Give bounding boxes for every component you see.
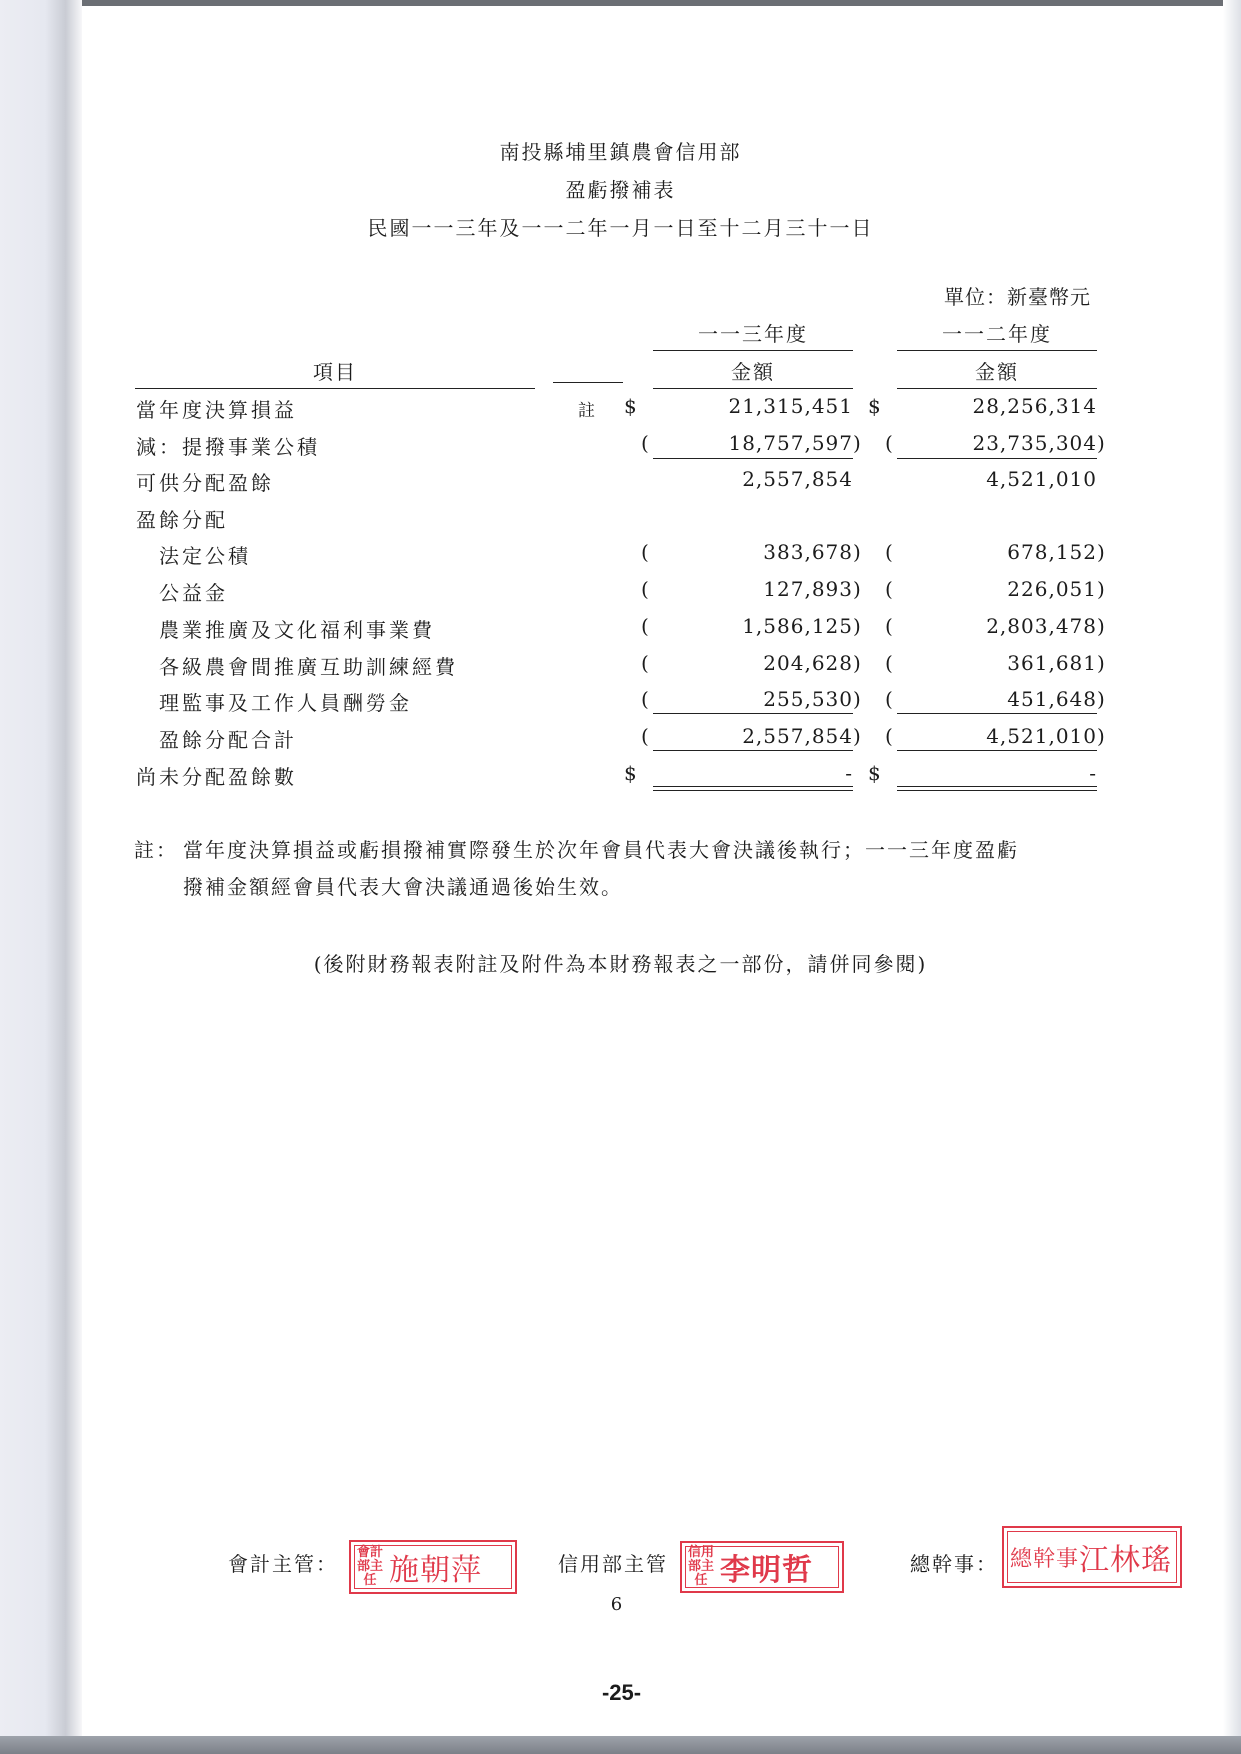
close-paren: ): [853, 614, 861, 638]
column-year1-label: 一一三年度: [698, 322, 808, 346]
amount-year2: 361,681: [1007, 651, 1097, 675]
double-rule-year1: [653, 786, 853, 791]
column-year1-underline: [653, 350, 853, 351]
close-paren: ): [853, 724, 861, 748]
close-paren: ): [1097, 724, 1105, 748]
open-paren: (: [641, 614, 649, 638]
credit-seal: [680, 1541, 844, 1593]
amount-year1: 1,586,125: [742, 614, 853, 638]
amount-year2: 451,648: [1007, 687, 1097, 711]
open-paren: (: [641, 687, 649, 711]
column-year2-underline: [897, 350, 1097, 351]
row-label: 可供分配盈餘: [136, 471, 274, 495]
note-line-1: 當年度決算損益或虧損撥補實際發生於次年會員代表大會決議後執行；一一三年度盈虧: [183, 838, 1019, 862]
amount-year1: -: [845, 761, 853, 785]
amount-year1: 2,557,854: [742, 724, 853, 748]
footer-note: (後附財務報表附註及附件為本財務報表之一部份，請併同參閱): [313, 952, 928, 976]
row-label: 理監事及工作人員酬勞金: [159, 691, 412, 715]
note-line-2: 撥補金額經會員代表大會決議通過後始生效。: [183, 875, 623, 899]
row-label: 減：提撥事業公積: [136, 435, 320, 459]
amount-header-year1: [653, 356, 853, 385]
amount-year1: 21,315,451: [728, 394, 853, 418]
amount-year2: 23,735,304: [972, 431, 1097, 455]
column-year2-label: 一一二年度: [942, 322, 1052, 346]
open-paren: (: [641, 577, 649, 601]
amount-year2: 226,051: [1007, 577, 1097, 601]
open-paren: (: [641, 540, 649, 564]
binding-shadow: [0, 0, 82, 1754]
open-paren: (: [885, 651, 893, 675]
subtotal-rule-year1: [653, 458, 853, 459]
amount-header-year2-underline: [897, 388, 1097, 389]
statement-period: 民國一一三年及一一二年一月一日至十二月三十一日: [367, 216, 874, 240]
close-paren: ): [1097, 614, 1105, 638]
page-number: 6: [610, 1594, 625, 1615]
dollar-sign: $: [868, 394, 881, 418]
row-label: 法定公積: [159, 544, 251, 568]
document-page-number: -25-: [601, 1680, 642, 1705]
credit-seal-title: 信用部主任: [687, 1545, 714, 1588]
amount-header-year1-label: 金額: [731, 360, 775, 384]
dollar-sign: $: [624, 761, 637, 785]
dollar-sign: $: [868, 761, 881, 785]
open-paren: (: [885, 687, 893, 711]
amount-year1: 255,530: [763, 687, 853, 711]
dollar-sign: $: [624, 394, 637, 418]
accounting-seal-name: 施朝萍: [389, 1553, 482, 1588]
note-prefix: 註：: [134, 838, 178, 862]
open-paren: (: [641, 431, 649, 455]
close-paren: ): [1097, 540, 1105, 564]
close-paren: ): [853, 431, 861, 455]
general-manager-seal-title: 總幹事: [1010, 1546, 1080, 1572]
item-header-underline: [135, 388, 535, 389]
general-manager-seal: [1002, 1526, 1182, 1588]
item-header: [135, 356, 535, 385]
subtotal-rule-year2: [897, 713, 1097, 714]
credit-manager-label: 信用部主管: [558, 1552, 668, 1576]
row-label: 農業推廣及文化福利事業費: [159, 618, 435, 642]
amount-year2: 2,803,478: [986, 614, 1097, 638]
total-rule-year2: [897, 750, 1097, 751]
row-label: 當年度決算損益: [136, 398, 297, 422]
close-paren: ): [853, 651, 861, 675]
amount-header-year2: [897, 356, 1097, 385]
total-rule-year1: [653, 750, 853, 751]
close-paren: ): [1097, 577, 1105, 601]
amount-header-year2-label: 金額: [975, 360, 1019, 384]
close-paren: ): [853, 540, 861, 564]
org-name: 南投縣埔里鎮農會信用部: [499, 140, 742, 164]
close-paren: ): [1097, 687, 1105, 711]
amount-year2: 4,521,010: [986, 467, 1097, 491]
row-label: 公益金: [159, 581, 228, 605]
accounting-manager-label: 會計主管：: [228, 1552, 338, 1576]
open-paren: (: [885, 724, 893, 748]
amount-year2: 28,256,314: [972, 394, 1097, 418]
scan-top-edge: [70, 0, 1241, 6]
seal-inner-border: [1007, 1531, 1177, 1583]
row-label: 盈餘分配: [136, 508, 228, 532]
column-year2: [897, 318, 1097, 347]
open-paren: (: [885, 577, 893, 601]
general-manager-label: 總幹事：: [910, 1552, 998, 1576]
open-paren: (: [641, 724, 649, 748]
amount-year2: -: [1089, 761, 1097, 785]
row-label: 各級農會間推廣互助訓練經費: [159, 655, 458, 679]
close-paren: ): [853, 577, 861, 601]
amount-year1: 204,628: [763, 651, 853, 675]
amount-year1: 127,893: [763, 577, 853, 601]
amount-year2: 4,521,010: [986, 724, 1097, 748]
accounting-seal: [349, 1540, 517, 1594]
amount-year2: 678,152: [1007, 540, 1097, 564]
amount-year1: 383,678: [763, 540, 853, 564]
statement-title: 盈虧撥補表: [565, 178, 676, 202]
close-paren: ): [1097, 431, 1105, 455]
scan-right-edge: [1223, 0, 1241, 1754]
item-header-label: 項目: [313, 360, 357, 384]
general-manager-seal-name: 江林瑤: [1079, 1543, 1173, 1578]
row-label: 盈餘分配合計: [159, 728, 297, 752]
row-note-mark: 註: [578, 401, 597, 421]
currency-unit: 單位：新臺幣元: [944, 285, 1091, 309]
subtotal-rule-year2: [897, 458, 1097, 459]
amount-header-year1-underline: [653, 388, 853, 389]
scan-bottom-edge: [0, 1736, 1241, 1754]
open-paren: (: [885, 431, 893, 455]
amount-year1: 18,757,597: [728, 431, 853, 455]
note-column-underline: [553, 382, 623, 383]
amount-year1: 2,557,854: [742, 467, 853, 491]
row-label: 尚未分配盈餘數: [136, 765, 297, 789]
subtotal-rule-year1: [653, 713, 853, 714]
seal-inner-border: [354, 1545, 512, 1589]
accounting-seal-title: 會計部主任: [356, 1545, 383, 1588]
seal-inner-border: [685, 1546, 839, 1588]
open-paren: (: [885, 614, 893, 638]
close-paren: ): [853, 687, 861, 711]
open-paren: (: [641, 651, 649, 675]
double-rule-year2: [897, 786, 1097, 791]
open-paren: (: [885, 540, 893, 564]
credit-seal-name: 李明哲: [720, 1553, 813, 1588]
column-year1: [653, 318, 853, 347]
close-paren: ): [1097, 651, 1105, 675]
